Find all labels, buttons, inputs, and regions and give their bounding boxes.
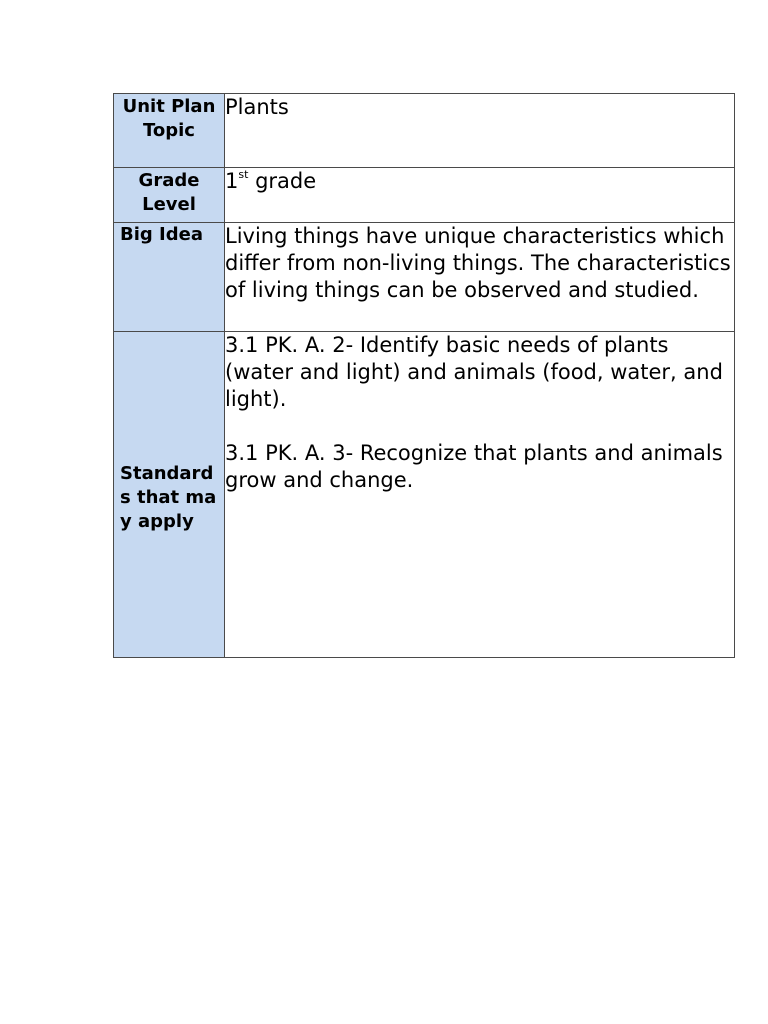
grade-number: 1: [225, 169, 239, 193]
unit-plan-topic-value: Plants: [225, 94, 735, 168]
row-grade-level: [114, 168, 735, 223]
standard-item: 3.1 PK. A. 3- Recognize that plants and animals grow and change.: [225, 441, 723, 492]
grade-text: grade: [248, 169, 317, 193]
row-unit-plan-topic: [114, 94, 735, 168]
grade-ordinal-suffix: st: [238, 168, 249, 181]
grade-level-label: Grade Level: [114, 168, 225, 223]
unit-plan-topic-label: Unit Plan Topic: [114, 94, 225, 168]
standards-value: [225, 332, 735, 658]
standard-item: 3.1 PK. A. 2- Identify basic needs of plants (water and light) and animals (food, water, and light).: [225, 333, 723, 411]
row-big-idea: [114, 223, 735, 332]
row-standards: [114, 332, 735, 658]
standards-label: Standards that may apply: [120, 462, 217, 532]
unit-plan-table: [113, 93, 735, 658]
big-idea-label: Big Idea: [114, 223, 225, 332]
big-idea-value: Living things have unique characteristics which differ from non-living things. The characteristics of living things can be observed and studied.: [225, 223, 735, 332]
standards-label-cell: [114, 332, 225, 658]
grade-level-value: [225, 168, 735, 223]
